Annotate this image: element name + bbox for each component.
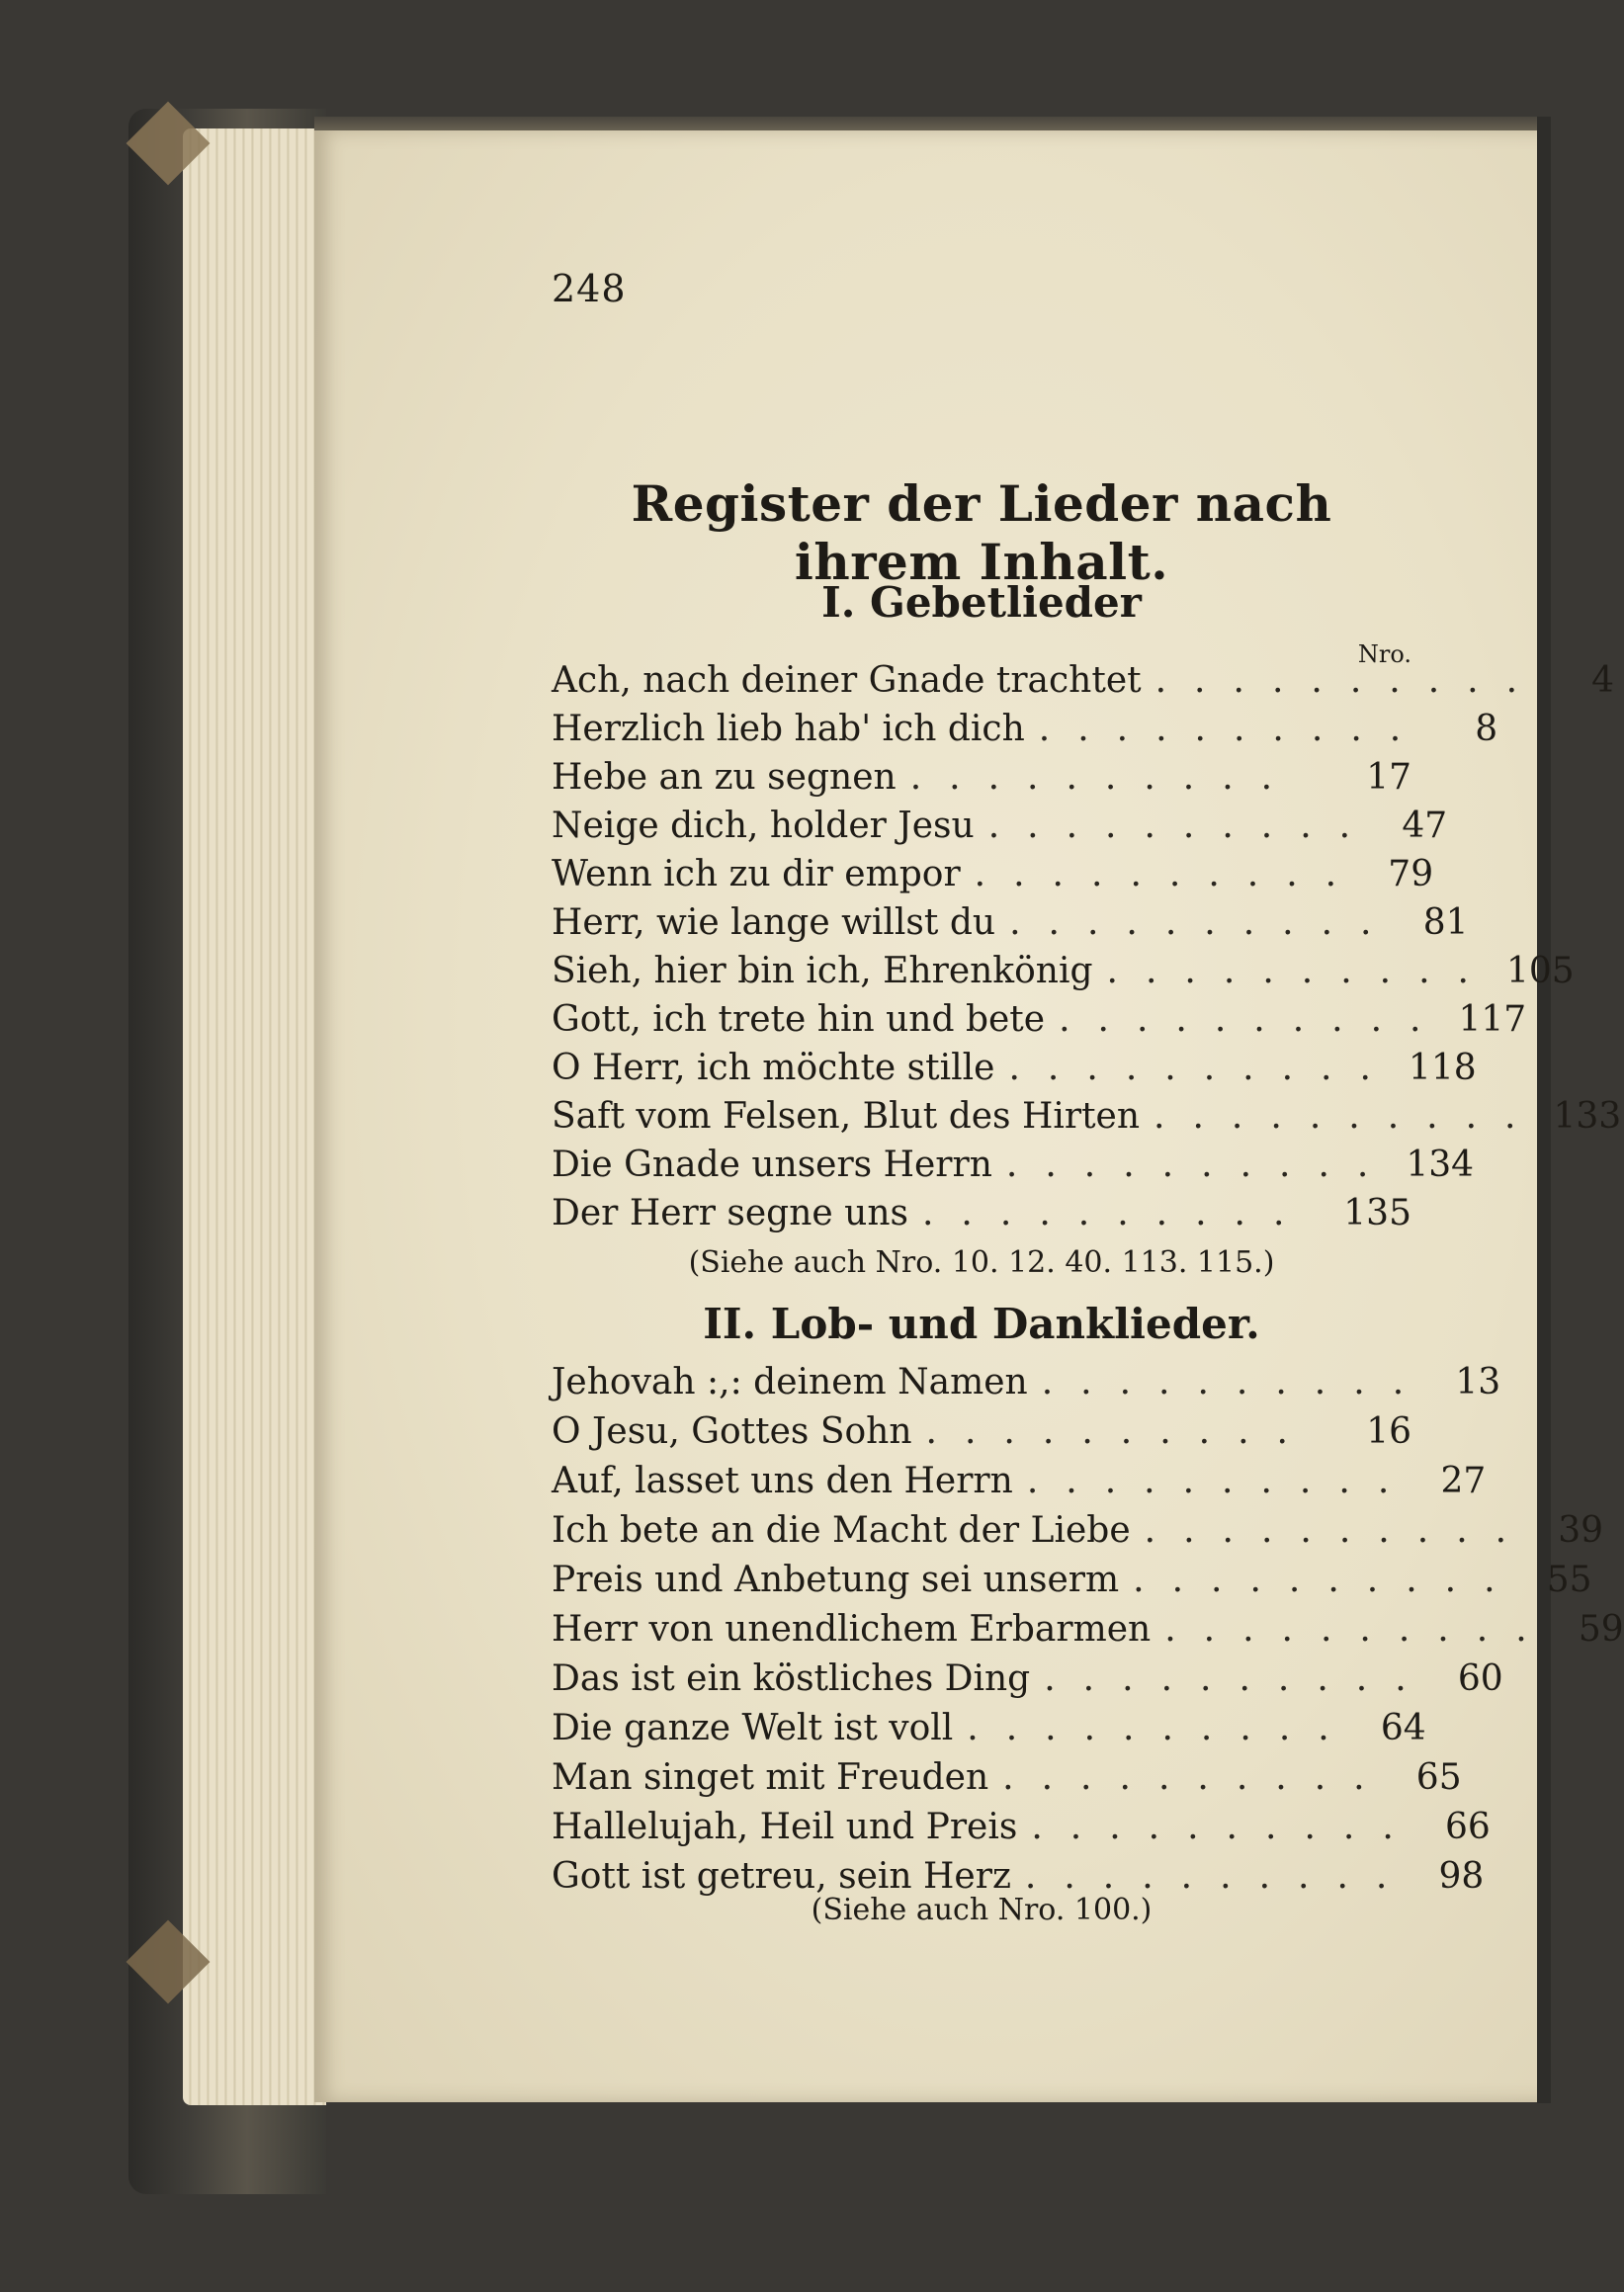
page-title: Register der Lieder nach ihrem Inhalt. [631,474,1332,591]
dot-leader: .......... [1008,1048,1399,1088]
list-item [552,1190,1411,1237]
entry-title: Herzlich lieb hab' ich dich [552,709,1025,749]
entry-number: 117 [1458,999,1527,1040]
dot-leader: .......... [1154,660,1546,701]
list-item [552,1408,1411,1456]
section-heading: II. Lob- und Danklieder. [703,1300,1260,1348]
list-item [552,1754,1462,1802]
dot-leader: .......... [1164,1609,1555,1650]
entry-number: 81 [1422,902,1469,943]
entry-number: 65 [1415,1757,1462,1798]
entry-title: Der Herr segne uns [552,1193,908,1233]
entry-title: Hebe an zu segnen [552,757,897,798]
dot-leader: .......... [1038,709,1429,749]
entry-number: 13 [1455,1362,1501,1402]
see-also-note: (Siehe auch Nro. 100.) [811,1893,1153,1927]
dot-leader: .......... [974,854,1365,894]
dot-leader: .......... [925,1411,1316,1452]
entry-title: Man singet mit Freuden [552,1757,989,1798]
list-item [552,754,1411,802]
dot-leader: .......... [1026,1461,1417,1501]
list-item [552,1359,1501,1406]
entry-number: 98 [1438,1856,1485,1897]
entry-number: 4 [1591,660,1615,701]
entry-number: 118 [1408,1048,1477,1088]
entry-title: Neige dich, holder Jesu [552,806,975,846]
list-item [552,1655,1503,1703]
list-item [552,1093,1622,1141]
list-item [552,1458,1487,1505]
list-item [552,851,1434,898]
page-stack-edge [183,128,326,2105]
entry-number: 60 [1457,1658,1503,1699]
dot-leader: .......... [1024,1856,1415,1897]
entry-title: Gott ist getreu, sein Herz [552,1856,1011,1897]
entry-title: Auf, lasset uns den Herrn [552,1461,1013,1501]
entry-number: 133 [1553,1096,1622,1137]
list-item [552,1705,1426,1752]
page-number: 248 [552,267,627,310]
dot-leader: .......... [1009,902,1400,943]
dot-leader: .......... [1144,1510,1535,1551]
section-heading: I. Gebetlieder [821,578,1142,627]
entry-title: Preis und Anbetung sei unserm [552,1560,1120,1600]
entry-title: O Herr, ich möchte stille [552,1048,995,1088]
entry-title: Ich bete an die Macht der Liebe [552,1510,1131,1551]
dot-leader: .......... [1041,1362,1432,1402]
list-item [552,803,1448,850]
entry-number: 55 [1546,1560,1592,1600]
entry-title: Herr von unendlichem Erbarmen [552,1609,1152,1650]
list-item [552,996,1527,1044]
entry-number: 66 [1444,1807,1491,1847]
entry-title: Das ist ein köstliches Ding [552,1658,1031,1699]
dot-leader: .......... [1059,999,1449,1040]
entry-title: Wenn ich zu dir empor [552,854,961,894]
entry-number: 64 [1380,1708,1426,1748]
list-item [552,899,1469,947]
entry-number: 79 [1388,854,1434,894]
dot-leader: .......... [1106,951,1496,991]
entry-number: 47 [1402,806,1448,846]
dot-leader: .......... [1002,1757,1393,1798]
entry-number: 39 [1558,1510,1604,1551]
list-item [552,948,1575,995]
entry-number: 134 [1406,1145,1475,1185]
list-item [552,706,1498,753]
dot-leader: .......... [1133,1560,1523,1600]
entry-title: Die Gnade unsers Herrn [552,1145,992,1185]
entry-title: Ach, nach deiner Gnade trachtet [552,660,1142,701]
entry-title: Hallelujah, Heil und Preis [552,1807,1018,1847]
list-item [552,1142,1475,1189]
dot-leader: .......... [921,1193,1313,1233]
entry-title: Die ganze Welt ist voll [552,1708,954,1748]
dot-leader: .......... [1154,1096,1544,1137]
entry-title: Herr, wie lange willst du [552,902,996,943]
list-item [552,1507,1604,1555]
dot-leader: .......... [1044,1658,1434,1699]
entry-title: Saft vom Felsen, Blut des Hirten [552,1096,1141,1137]
entry-number: 27 [1440,1461,1487,1501]
dot-leader: .......... [967,1708,1357,1748]
dot-leader: .......... [987,806,1379,846]
entry-title: O Jesu, Gottes Sohn [552,1411,912,1452]
entry-number: 135 [1343,1193,1411,1233]
see-also-note: (Siehe auch Nro. 10. 12. 40. 113. 115.) [688,1245,1275,1280]
list-item [552,1606,1624,1654]
entry-number: 16 [1366,1411,1411,1452]
list-item [552,657,1615,705]
dot-leader: .......... [909,757,1301,798]
entry-number: 17 [1366,757,1411,798]
entry-number: 105 [1505,951,1575,991]
dot-leader: .......... [1005,1145,1397,1185]
entry-number: 59 [1578,1609,1624,1650]
entry-title: Sieh, hier bin ich, Ehrenkönig [552,951,1093,991]
entry-title: Gott, ich trete hin und bete [552,999,1046,1040]
number-column-label: Nro. [1357,640,1411,668]
entry-title: Jehovah :,: deinem Namen [552,1362,1028,1402]
list-item [552,1557,1592,1604]
list-item [552,1804,1491,1851]
list-item [552,1045,1477,1092]
entry-number: 8 [1475,709,1498,749]
dot-leader: .......... [1031,1807,1421,1847]
